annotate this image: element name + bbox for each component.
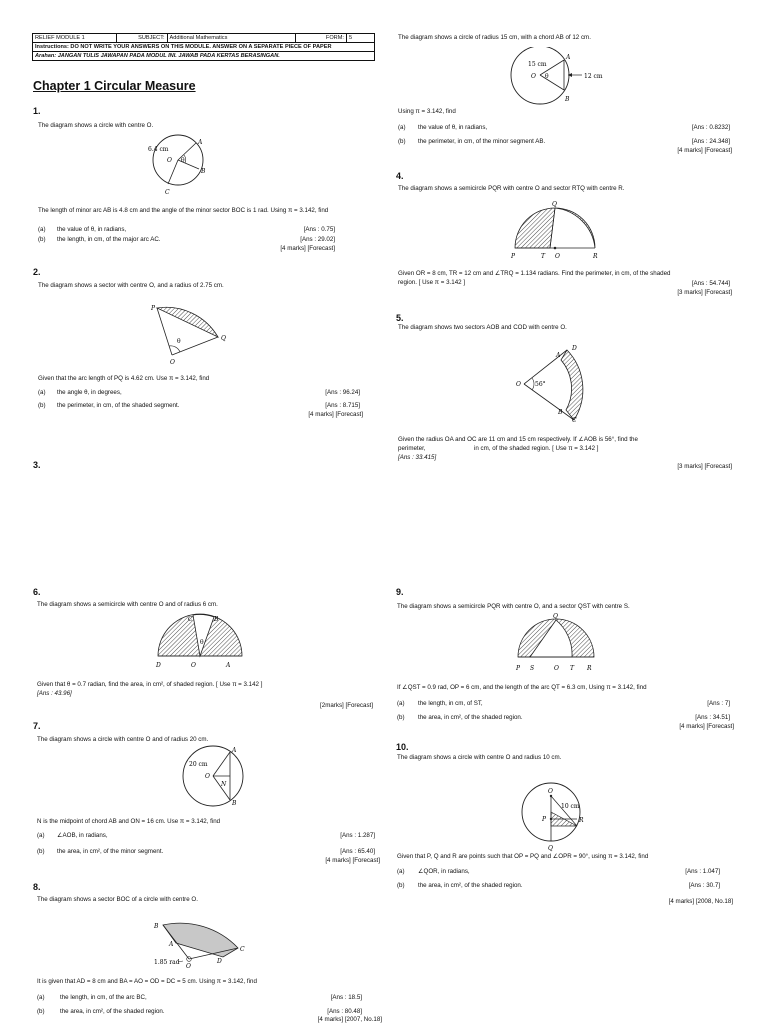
q3-b-answer: [Ans : 24.348] [691, 138, 730, 145]
q3-fig-O: O [531, 73, 536, 80]
q10-diagram [515, 774, 595, 852]
q6-fig-D: D [156, 662, 161, 669]
q9-stem: If ∠QST = 0.9 rad, OP = 6 cm, and the length of the arc QT = 6.3 cm, Using π = 3.142, find [397, 684, 647, 691]
form-label: FORM: [296, 34, 346, 43]
q1-fig-radius: 6.4 cm [148, 146, 169, 153]
q7-number: 7. [33, 721, 41, 731]
q5-fig-O: O [516, 381, 521, 388]
q8-b-answer: [Ans : 80.48] [327, 1008, 362, 1015]
q3-fig-B: B [565, 96, 570, 103]
q4-intro: The diagram shows a semicircle PQR with centre O and sector RTQ with centre R. [398, 185, 625, 192]
q10-marks: [4 marks] [2008, No.18] [668, 898, 733, 905]
q9-fig-P: P [516, 665, 521, 672]
q1-fig-theta: θ [181, 157, 185, 164]
q2-b-text: the perimeter, in cm, of the shaded segment. [57, 402, 180, 409]
q3-intro: The diagram shows a circle of radius 15 cm, with a chord AB of 12 cm. [398, 34, 591, 41]
q10-fig-radius: 10 cm [561, 803, 580, 810]
q8-number: 8. [33, 882, 41, 892]
q10-b-label: (b) [397, 882, 405, 889]
q1-a-answer: [Ans : 0.75] [303, 226, 335, 233]
q9-fig-O: O [554, 665, 559, 672]
q9-b-label: (b) [397, 714, 405, 721]
q8-fig-A: A [169, 941, 174, 948]
q8-a-answer: [Ans : 18.5] [330, 994, 362, 1001]
q5-stem-2: perimeter, [398, 445, 426, 452]
q2-fig-O: O [170, 359, 175, 366]
q9-a-label: (a) [397, 700, 405, 707]
q1-diagram [140, 132, 220, 202]
q9-marks: [4 marks] [Forecast] [679, 723, 734, 730]
q1-fig-B: B [201, 168, 206, 175]
q3-diagram [500, 47, 610, 107]
q8-stem: It is given that AD = 8 cm and BA = AO = OD = DC = 5 cm. Using π = 3.142, find [37, 978, 257, 985]
q2-fig-Q: Q [221, 335, 226, 342]
q10-fig-R: R [579, 817, 584, 824]
q5-fig-angle: 56° [535, 381, 546, 388]
q10-number: 10. [396, 742, 409, 752]
q8-marks: [4 marks] [2007, No.18] [317, 1016, 382, 1023]
q9-intro: The diagram shows a semicircle PQR with centre O, and a sector QST with centre S. [397, 603, 630, 610]
q7-b-answer: [Ans : 65.40] [340, 848, 375, 855]
q6-diagram [150, 612, 250, 670]
q3-b-text: the perimeter, in cm, of the minor segment AB. [418, 138, 546, 145]
q8-intro: The diagram shows a sector BOC of a circle with centre O. [37, 896, 198, 903]
q6-fig-C: C [188, 616, 193, 623]
q1-b-text: the length, in cm, of the major arc AC. [57, 236, 161, 243]
form-value: 5 [346, 34, 374, 43]
q10-fig-O: O [548, 788, 553, 795]
q10-a-label: (a) [397, 868, 405, 875]
q5-stem-1: Given the radius OA and OC are 11 cm and 15 cm respectively. If ∠AOB is 56°, find the [398, 436, 638, 443]
q5-diagram [510, 342, 600, 424]
q8-fig-C: C [240, 946, 245, 953]
q6-fig-O: O [191, 662, 196, 669]
q8-a-label: (a) [37, 994, 45, 1001]
q4-fig-Q: Q [552, 201, 557, 208]
q9-number: 9. [396, 587, 404, 597]
q9-b-answer: [Ans : 34.51] [695, 714, 730, 721]
q10-stem: Given that P, Q and R are points such that OP = PQ and ∠OPR = 90°, using π = 3.142, find [397, 853, 649, 860]
q5-marks: [3 marks] [Forecast] [677, 463, 732, 470]
q3-marks: [4 marks] [Forecast] [677, 147, 732, 154]
q8-fig-D: D [217, 958, 222, 965]
q1-fig-A: A [198, 139, 203, 146]
q8-b-text: the area, in cm², of the shaded region. [60, 1008, 165, 1015]
q4-stem-1: Given OR = 8 cm, TR = 12 cm and ∠TRQ = 1.134 radians. Find the perimeter, in cm, of the shaded [398, 270, 671, 277]
q7-fig-B: B [232, 800, 237, 807]
q6-number: 6. [33, 587, 41, 597]
q1-b-answer: [Ans : 29.02] [300, 236, 335, 243]
q9-fig-Q: Q [553, 613, 558, 620]
q4-stem-2: region. [ Use π = 3.142 ] [398, 279, 466, 286]
q4-diagram [505, 200, 615, 262]
q9-diagram [510, 612, 600, 674]
q8-fig-rad: 1.85 rad [154, 959, 180, 966]
q6-intro: The diagram shows a semicircle with centre O and of radius 6 cm. [37, 601, 218, 608]
q7-a-label: (a) [37, 832, 45, 839]
q4-fig-T: T [541, 253, 546, 260]
module-header [32, 33, 375, 61]
q9-fig-S: S [530, 665, 535, 672]
q9-a-answer: [Ans : 7] [707, 700, 730, 707]
q4-fig-P: P [511, 253, 516, 260]
q2-stem: Given that the arc length of PQ is 4.62 cm. Use π = 3.142, find [38, 375, 210, 382]
q4-fig-O: O [555, 253, 560, 260]
q8-fig-O: O [186, 963, 191, 969]
q4-marks: [3 marks] [Forecast] [677, 289, 732, 296]
q2-fig-P: P [151, 305, 156, 312]
q1-a-label: (a) [38, 226, 46, 233]
q1-marks: [4 marks] [Forecast] [280, 245, 335, 252]
q2-a-text: the angle θ, in degrees, [57, 389, 122, 396]
q5-answer: [Ans : 33.415] [398, 454, 437, 461]
q5-number: 5. [396, 313, 404, 323]
q7-marks: [4 marks] [Forecast] [325, 857, 380, 864]
q2-a-answer: [Ans : 96.24] [325, 389, 360, 396]
q5-fig-C: C [572, 417, 577, 424]
q10-a-text: ∠QOR, in radians, [418, 868, 470, 875]
subject-value: Additional Mathematics [167, 34, 296, 43]
q7-fig-N: N [221, 781, 227, 788]
q9-b-text: the area, in cm², of the shaded region. [418, 714, 523, 721]
q8-b-label: (b) [37, 1008, 45, 1015]
q4-fig-R: R [593, 253, 598, 260]
q7-intro: The diagram shows a circle with centre O and of radius 20 cm. [37, 736, 209, 743]
q7-b-label: (b) [37, 848, 45, 855]
q2-number: 2. [33, 267, 41, 277]
q10-fig-P: P [542, 816, 547, 823]
q10-b-text: the area, in cm², of the shaded region. [418, 882, 523, 889]
q5-fig-B: B [558, 409, 563, 416]
q7-fig-radius: 20 cm [189, 761, 208, 768]
q9-a-text: the length, in cm, of ST, [418, 700, 483, 707]
q10-b-answer: [Ans : 30.7] [688, 882, 720, 889]
q4-number: 4. [396, 171, 404, 181]
q9-fig-T: T [570, 665, 575, 672]
q2-a-label: (a) [38, 389, 46, 396]
q2-b-label: (b) [38, 402, 46, 409]
subject-label: SUBJECT: [117, 34, 167, 43]
q1-a-text: the value of θ, in radians, [57, 226, 127, 233]
q3-number: 3. [33, 460, 41, 470]
q5-fig-A: A [556, 352, 561, 359]
q3-b-label: (b) [398, 138, 406, 145]
q6-fig-B: B [214, 616, 219, 623]
instructions: Instructions: DO NOT WRITE YOUR ANSWERS ON THIS MODULE. ANSWER ON A SEPARATE PIECE OF PAPER [33, 43, 375, 52]
q7-b-text: the area, in cm², of the minor segment. [57, 848, 164, 855]
q3-stem: Using π = 3.142, find [398, 108, 456, 115]
q10-fig-Q: Q [548, 845, 553, 852]
q3-a-label: (a) [398, 124, 406, 131]
q1-b-label: (b) [38, 236, 46, 243]
q3-a-text: the value of θ, in radians, [418, 124, 488, 131]
q6-marks: [2marks] [Forecast] [320, 702, 373, 709]
q5-stem-3: in cm, of the shaded region. [ Use π = 3.142 ] [474, 445, 599, 452]
q10-intro: The diagram shows a circle with centre O and radius 10 cm. [397, 754, 562, 761]
q7-a-text: ∠AOB, in radians, [57, 832, 108, 839]
q1-fig-C: C [165, 189, 170, 196]
q7-fig-A: A [232, 747, 237, 754]
q6-stem: Given that θ = 0.7 radian, find the area, in cm², of shaded region. [ Use π = 3.142 ] [37, 681, 263, 688]
q1-number: 1. [33, 106, 41, 116]
q7-stem: N is the midpoint of chord AB and ON = 16 cm. Use π = 3.142, find [37, 818, 221, 825]
q6-answer: [Ans : 43.96] [37, 690, 72, 697]
q7-fig-O: O [205, 773, 210, 780]
arahan: Arahan: JANGAN TULIS JAWAPAN PADA MODUL INI. JAWAB PADA KERTAS BERASINGAN. [33, 52, 375, 61]
q1-stem: The length of minor arc AB is 4.8 cm and the angle of the minor sector BOC is 1 rad. Using π = 3.142, find [38, 207, 329, 214]
q6-fig-theta: θ [200, 639, 204, 646]
q3-fig-radius: 15 cm [528, 61, 547, 68]
q3-a-answer: [Ans : 0.8232] [691, 124, 730, 131]
q5-intro: The diagram shows two sectors AOB and COD with centre O. [398, 324, 567, 331]
q8-a-text: the length, in cm, of the arc BC, [60, 994, 147, 1001]
q6-fig-A: A [226, 662, 231, 669]
module-name: RELIEF MODULE 1 [33, 34, 117, 43]
q1-fig-O: O [167, 157, 172, 164]
q9-fig-R: R [587, 665, 592, 672]
q2-marks: [4 marks] [Forecast] [308, 411, 363, 418]
q8-fig-B: B [154, 923, 159, 930]
q3-fig-chord: 12 cm [584, 73, 603, 80]
q2-diagram [140, 300, 240, 370]
q4-answer: [Ans : 54.744] [691, 280, 730, 287]
q2-fig-theta: θ [177, 338, 181, 345]
q2-intro: The diagram shows a sector with centre O, and a radius of 2.75 cm. [38, 282, 224, 289]
q7-a-answer: [Ans : 1.287] [340, 832, 375, 839]
q3-fig-theta: θ [545, 73, 549, 80]
chapter-title: Chapter 1 Circular Measure [33, 79, 196, 93]
q3-fig-A: A [566, 54, 571, 61]
q7-diagram [175, 742, 255, 812]
q8-diagram [145, 907, 255, 969]
q2-b-answer: [Ans : 8.715] [325, 402, 360, 409]
q5-fig-D: D [572, 345, 577, 352]
q1-intro: The diagram shows a circle with centre O. [38, 122, 154, 129]
q10-a-answer: [Ans : 1.047] [685, 868, 720, 875]
